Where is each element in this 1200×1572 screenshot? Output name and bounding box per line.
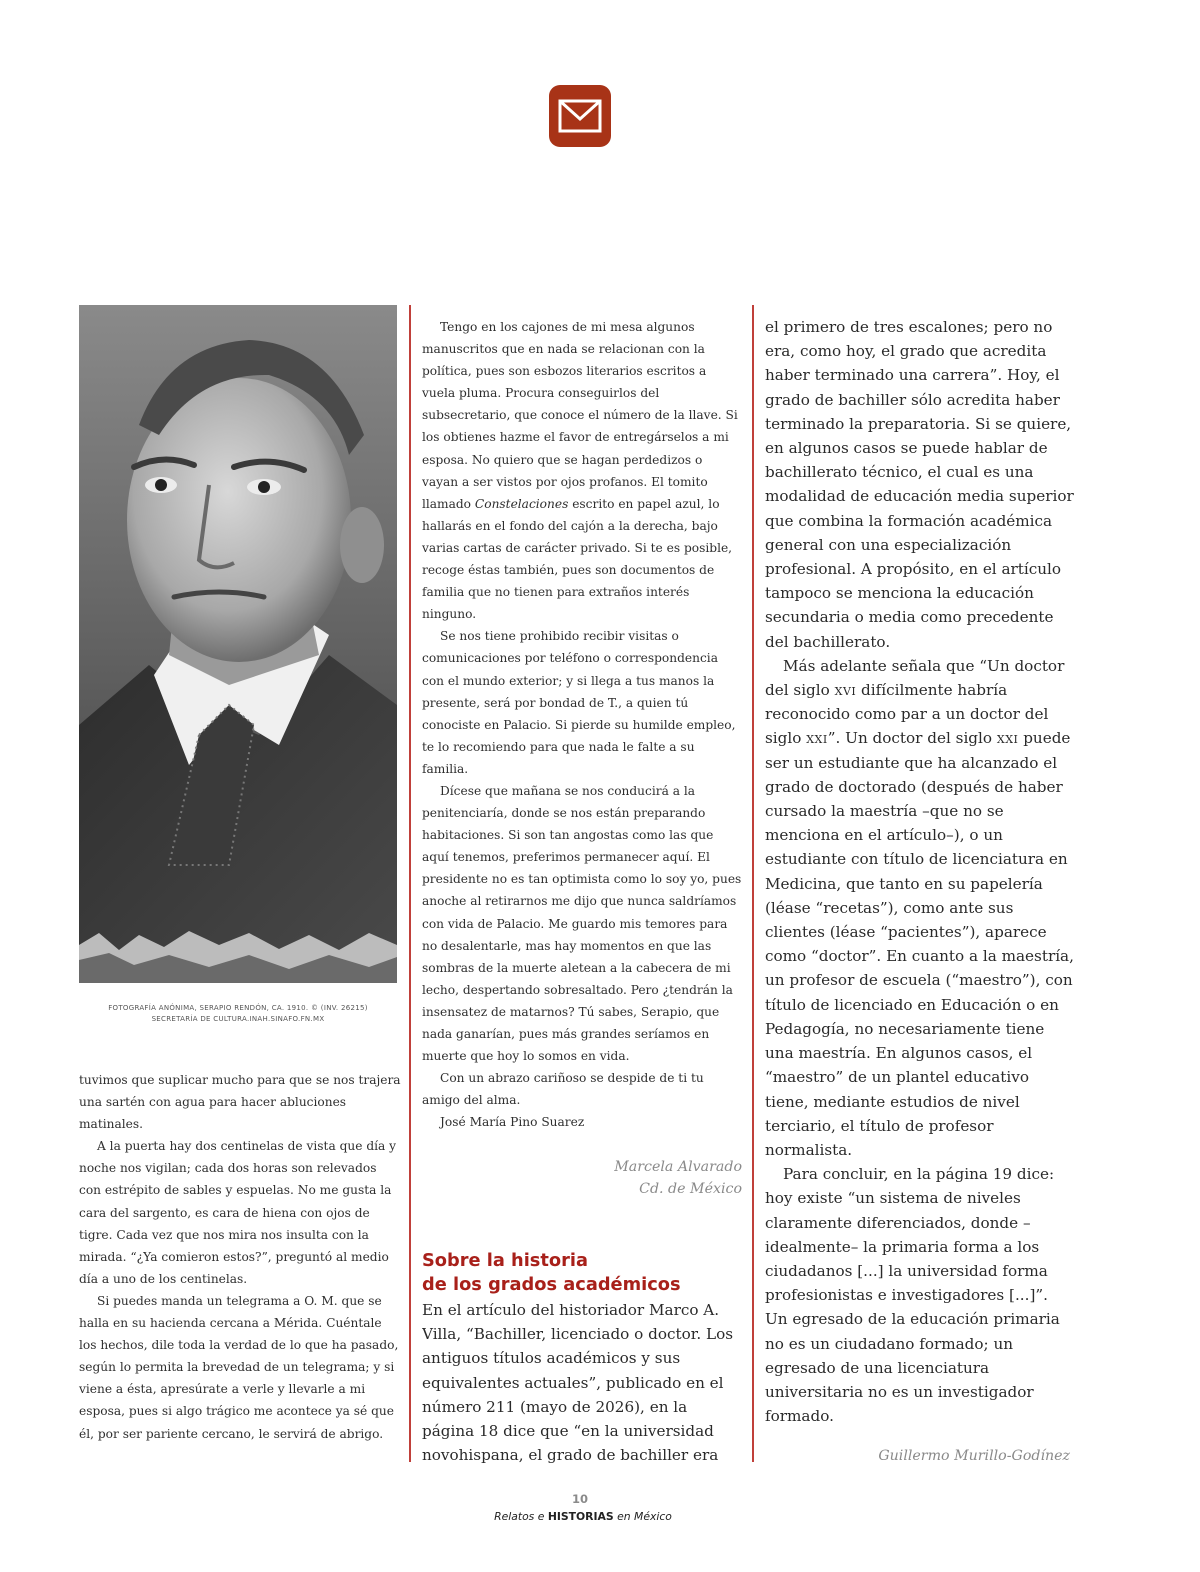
article-column-3 (765, 315, 1075, 1428)
letter-paragraph: Con un abrazo cariñoso se despide de ti tu amigo del alma. (422, 1071, 704, 1108)
column-divider-1 (409, 305, 411, 1462)
book-title: Constelaciones (474, 496, 569, 511)
letter-paragraph: Se nos tiene prohibido recibir visitas o comunicaciones por teléfono o correspondencia con el mundo exterior; y si llega a tus manos la presente, será por bondad de T., a quien tú conociste en Palacio. Si pierde su humilde empleo, te lo recomiendo para que nada le falte a su familia. (422, 629, 736, 776)
article-paragraph: En el artículo del historiador Marco A. Villa, “Bachiller, licenciado o doctor. Los antiguos títulos académicos y sus equivalentes actuales”, publicado en el número 211 (mayo de 2026), en la página 18 dice que “en la universidad novohispana, el grado de bachiller era (422, 1301, 734, 1465)
article-paragraph: Para concluir, en la página 19 dice: hoy existe “un sistema de niveles claramente diferenciados, donde –idealmente– la primaria forma a los ciudadanos [...] la universidad forma profesionistas e investigadores [...]”. Un egresado de la educación primaria no es un ciudadano formado; un egresado de una licenciatura universitaria no es un investigador formado. (765, 1165, 1060, 1426)
page-number: 10 (571, 1492, 588, 1506)
photo-caption (79, 1003, 397, 1025)
letter-paragraph: Dícese que mañana se nos conducirá a la penitenciaría, donde se nos están preparando habitaciones. Si son tan angostas como las que aquí tenemos, preferimos permanecer aquí. El presidente no es tan optimista como lo soy yo, pues anoche al retirarnos me dijo que nunca saldríamos con vida de Palacio. Me guardo mis temores para no desalentarle, mas hay momentos en que las sombras de la muerte aletean a la cabecera de mi lecho, despertando sobresaltado. Pero ¿tendrán la insensatez de matarnos? Tú sabes, Serapio, que nada ganarían, pues más grandes seríamos en muerte que hoy lo somos en vida. (422, 783, 742, 1064)
caption-line-2: SECRETARÍA DE CULTURA.INAH.SINAFO.FN.MX (151, 1015, 325, 1023)
article-author: Guillermo Murillo-Godínez (878, 1448, 1070, 1464)
letter-paragraph: tuvimos que suplicar mucho para que se nos trajera una sartén con agua para hacer abluciones matinales. (79, 1073, 401, 1132)
section-title-line-2: de los grados académicos (422, 1274, 681, 1295)
mail-icon-box (549, 85, 611, 147)
letter-paragraph: Si puedes manda un telegrama a O. M. que se halla en su hacienda cercana a Mérida. Cuéntale los hechos, dile toda la verdad de lo que ha pasado, según lo permita la brevedad de un telegrama; y si viene a ésta, apresúrate a verle y llevarle a mi esposa, pues si algo trágico me acontece ya sé que él, por ser pariente cercano, le servirá de abrigo. (79, 1293, 399, 1441)
envelope-icon (557, 97, 603, 135)
letter-paragraph: Tengo en los cajones de mi mesa algunos manuscritos que en nada se relacionan con la política, pues son esbozos literarios escritos a vuela pluma. Procura conseguirlos del subsecretario, que conoce el número de la llave. Si los obtienes hazme el favor de entregárselos a mi esposa. No quiero que se hagan perdedizos o vayan a ser vistos por ojos profanos. El tomito llamado Constelaciones escrito en papel azul, lo hallarás en el fondo del cajón a la derecha, bajo varias cartas de carácter privado. Si te es posible, recoge éstas también, pues son documentos de familia que no tienen para extraños interés ninguno. (422, 320, 738, 622)
article-paragraph-continued: el primero de tres escalones; pero no era, como hoy, el grado que acredita haber terminado una carrera”. Hoy, el grado de bachiller sólo acredita haber terminado la preparatoria. Si se quiere, en algunos casos se puede hablar de bachillerato técnico, el cual es una modalidad de educación media superior que combina la formación académica general con una especialización profesional. A propósito, en el artículo tampoco se menciona la educación secundaria o media como precedente del bachillerato. (765, 318, 1074, 651)
author-place: Cd. de México (639, 1181, 742, 1197)
article-column-2 (422, 1298, 742, 1466)
letter-signature: José María Pino Suarez (440, 1115, 585, 1130)
article-paragraph: Más adelante señala que “Un doctor del siglo xvi difícilmente habría reconocido como par a un doctor del siglo xxi”. Un doctor del siglo xxi puede ser un estudiante que ha alcanzado el grado de doctorado (después de haber cursado la maestría –que no se menciona en el artículo–), o un estudiante con título de licenciatura en Medicina, que tanto en su papelería (léase “recetas”), como ante sus clientes (léase “pacientes”), aparece como “doctor”. En cuanto a la maestría, un profesor de escuela (“maestro”), con título de licenciado en Educación o en Pedagogía, no necesariamente tiene una maestría. En algunos casos, el “maestro” de un plantel educativo tiene, mediante estudios de nivel terciario, el título de profesor normalista. (765, 656, 1074, 1159)
letter-column-2 (422, 316, 742, 1133)
magazine-brand: Relatos e HISTORIAS en México (494, 1510, 672, 1523)
author-name: Marcela Alvarado (614, 1159, 742, 1175)
column-divider-2 (752, 305, 754, 1462)
portrait-photo (79, 305, 397, 983)
letter-column-1 (79, 1069, 401, 1445)
section-title (422, 1249, 742, 1297)
caption-line-1: FOTOGRAFÍA ANÓNIMA, SERAPIO RENDÓN, CA. 1910. © (INV. 26215) (108, 1004, 368, 1012)
letter-author (422, 1156, 742, 1200)
section-title-line-1: Sobre la historia (422, 1250, 588, 1271)
letter-paragraph: A la puerta hay dos centinelas de vista que día y noche nos vigilan; cada dos horas son relevados con estrépito de sables y espuelas. No me gusta la cara del sargento, es cara de hiena con ojos de tigre. Cada vez que nos mira nos insulta con la mirada. “¿Ya comieron estos?”, preguntó al medio día a uno de los centinelas. (79, 1139, 397, 1286)
